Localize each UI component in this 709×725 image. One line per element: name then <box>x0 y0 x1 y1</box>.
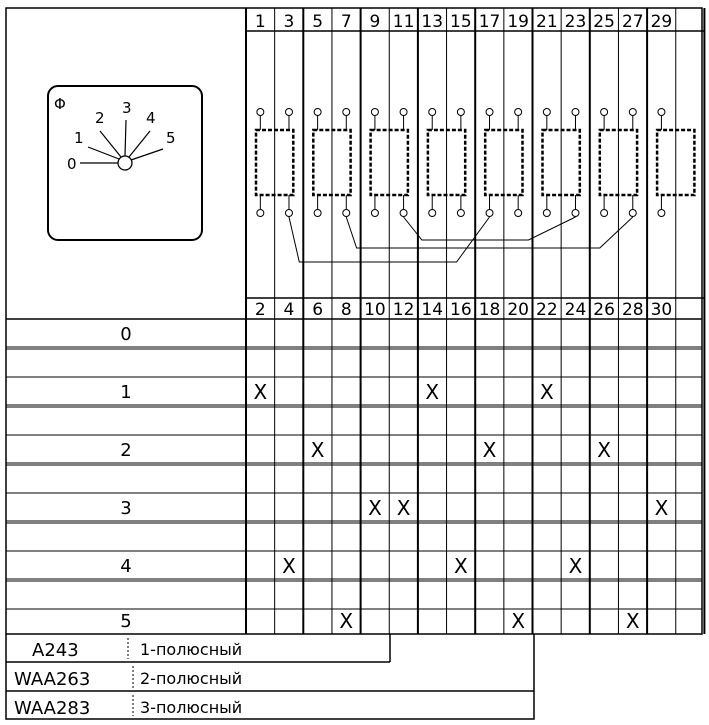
contact-marks <box>253 380 668 633</box>
terminal-top <box>429 109 436 116</box>
dial-label-2: 2 <box>95 109 105 127</box>
contact-number-top: 17 <box>478 12 501 32</box>
legend-model-3: WAA283 <box>14 698 91 719</box>
dial-label-0: 0 <box>67 155 77 173</box>
terminal-bottom <box>343 210 350 217</box>
contact-number-top: 5 <box>312 12 324 32</box>
contact-number-bottom: 16 <box>450 300 472 320</box>
legend <box>6 634 534 719</box>
terminal-top <box>371 109 378 116</box>
position-labels <box>120 324 131 632</box>
contact-closed-mark: X <box>368 496 382 520</box>
terminal-top <box>257 109 264 116</box>
terminal-top <box>314 109 321 116</box>
legend-description-1: 1-полюсный <box>140 640 243 659</box>
terminal-bottom <box>629 210 636 217</box>
contact-number-top: 15 <box>450 12 472 32</box>
contact-closed-mark: X <box>454 554 468 578</box>
contact-number-bottom: 12 <box>392 300 415 320</box>
contact-grid <box>6 8 704 634</box>
position-label: 0 <box>120 324 132 345</box>
terminal-bottom <box>429 210 436 217</box>
contact-number-bottom: 26 <box>593 300 615 320</box>
position-label: 1 <box>120 382 132 403</box>
terminal-top <box>457 109 464 116</box>
terminal-bottom <box>572 210 579 217</box>
contact-closed-mark: X <box>597 438 611 462</box>
terminal-top <box>343 109 350 116</box>
dial-label-3: 3 <box>122 99 132 117</box>
contact-closed-mark: X <box>310 438 325 462</box>
contact-closed-mark: X <box>282 554 296 578</box>
position-label: 5 <box>120 611 132 632</box>
selector-dial <box>48 86 202 240</box>
contact-number-top: 1 <box>254 12 266 32</box>
contact-number-top: 29 <box>650 12 673 32</box>
legend-model-2: WAA263 <box>14 669 91 690</box>
contact-closed-mark: X <box>482 438 497 462</box>
contact-number-labels <box>255 12 672 320</box>
terminal-top <box>629 109 636 116</box>
contact-number-bottom: 8 <box>340 300 352 320</box>
dial-label-5: 5 <box>166 129 176 147</box>
contact-closed-mark: X <box>654 496 669 520</box>
terminal-bottom <box>257 210 264 217</box>
contact-closed-mark: X <box>253 380 268 404</box>
terminal-bottom <box>314 210 321 217</box>
terminal-top <box>486 109 493 116</box>
contact-closed-mark: X <box>539 380 554 404</box>
contact-number-bottom: 28 <box>621 300 644 320</box>
contact-number-bottom: 24 <box>564 300 587 320</box>
contact-number-bottom: 30 <box>650 300 673 320</box>
contact-number-top: 23 <box>564 12 587 32</box>
contact-number-top: 27 <box>621 12 644 32</box>
contact-number-bottom: 2 <box>254 300 266 320</box>
contact-closed-mark: X <box>511 609 526 633</box>
contact-number-top: 25 <box>593 12 615 32</box>
contact-number-bottom: 4 <box>283 300 295 320</box>
terminal-bottom <box>601 210 608 217</box>
position-label: 4 <box>120 556 132 577</box>
terminal-top <box>601 109 608 116</box>
terminal-bottom <box>285 210 292 217</box>
terminal-top <box>543 109 550 116</box>
dial-label-1: 1 <box>74 129 84 147</box>
contact-number-bottom: 6 <box>312 300 324 320</box>
contact-number-bottom: 20 <box>507 300 529 320</box>
legend-model-1: A243 <box>32 640 79 661</box>
terminal-top <box>400 109 407 116</box>
contact-number-bottom: 14 <box>421 300 444 320</box>
contact-closed-mark: X <box>339 609 354 633</box>
contact-closed-mark: X <box>625 609 640 633</box>
diagram-frame <box>6 8 702 634</box>
terminal-bottom <box>486 210 493 217</box>
dial-symbol: Φ <box>54 95 66 113</box>
terminal-bottom <box>515 210 522 217</box>
position-label: 3 <box>120 498 132 519</box>
contact-number-bottom: 10 <box>364 300 386 320</box>
contact-closed-mark: X <box>396 496 411 520</box>
contact-number-top: 11 <box>392 12 415 32</box>
contact-number-bottom: 22 <box>536 300 558 320</box>
contact-number-top: 3 <box>283 12 295 32</box>
contact-closed-mark: X <box>568 554 583 578</box>
position-label: 2 <box>120 440 132 461</box>
terminal-bottom <box>400 210 407 217</box>
terminal-top <box>572 109 579 116</box>
terminal-top <box>658 109 665 116</box>
dial-label-4: 4 <box>146 109 156 127</box>
bus-wire <box>404 217 576 240</box>
contact-number-top: 13 <box>421 12 444 32</box>
terminal-bottom <box>543 210 550 217</box>
contact-number-top: 7 <box>340 12 352 32</box>
contact-number-top: 21 <box>536 12 558 32</box>
legend-description-2: 2-полюсный <box>140 669 243 688</box>
contact-closed-mark: X <box>425 380 440 404</box>
terminal-bottom <box>371 210 378 217</box>
dial-center <box>118 156 132 170</box>
terminal-top <box>515 109 522 116</box>
legend-description-3: 3-полюсный <box>140 698 243 717</box>
contact-number-top: 9 <box>369 12 381 32</box>
terminal-bottom <box>658 210 665 217</box>
contact-number-top: 19 <box>507 12 529 32</box>
terminal-top <box>285 109 292 116</box>
contact-number-bottom: 18 <box>478 300 501 320</box>
terminal-bottom <box>457 210 464 217</box>
